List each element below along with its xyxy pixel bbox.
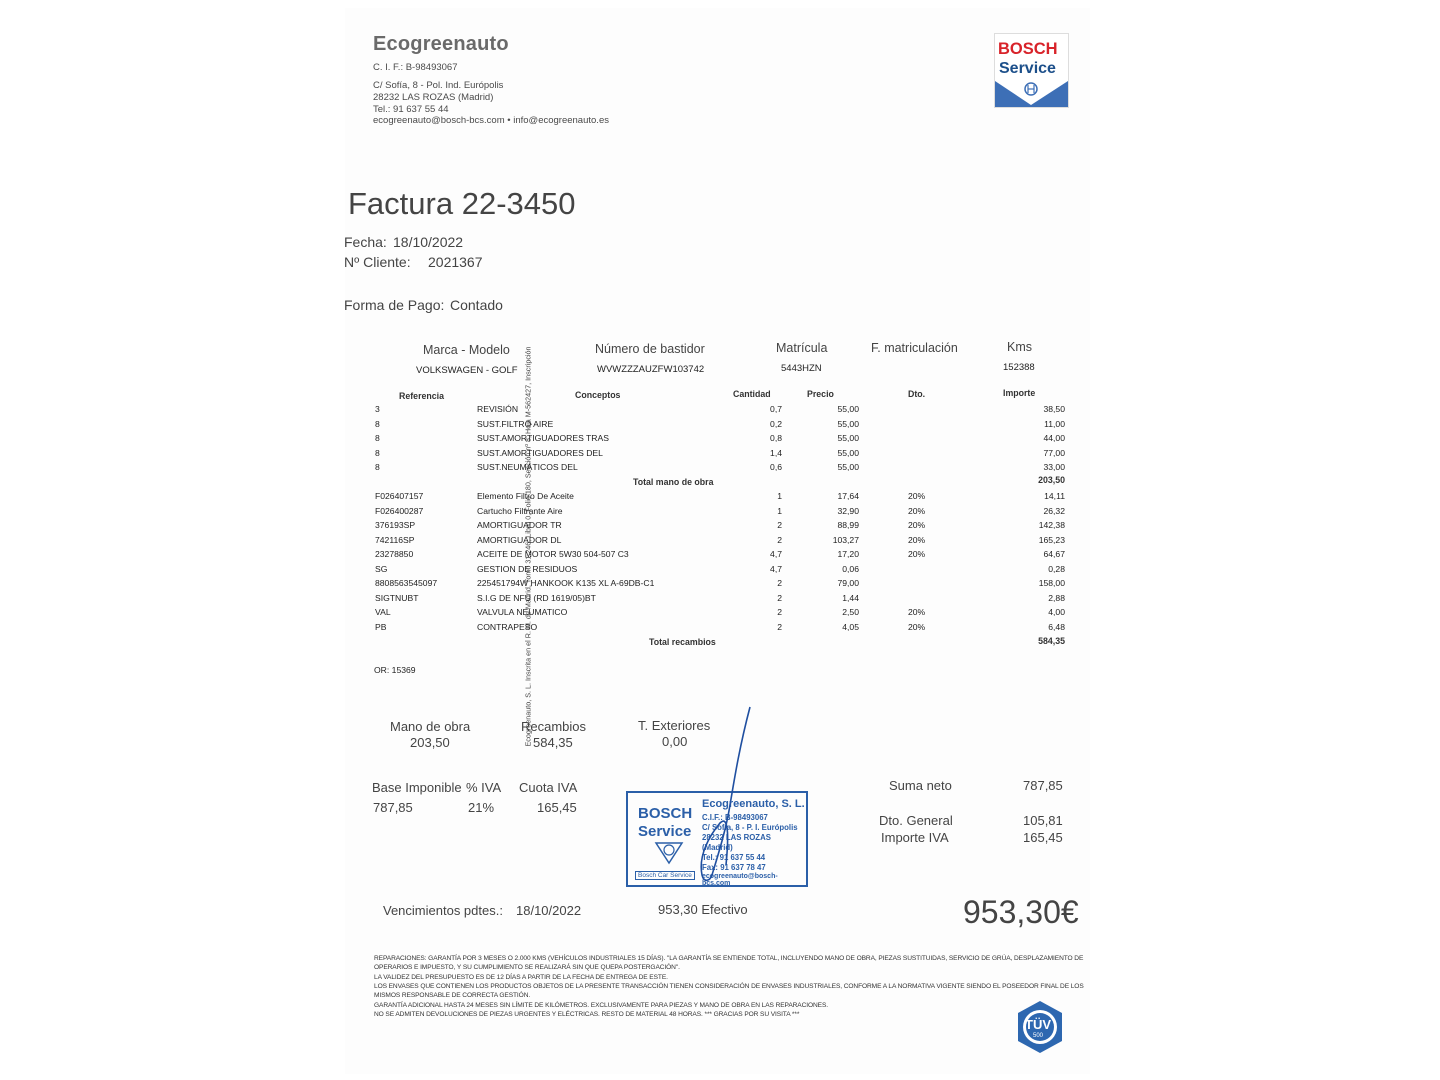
cell-amount: 0,28	[1048, 563, 1065, 574]
mano-obra-value: 203,50	[410, 735, 450, 750]
importe-iva-label: Importe IVA	[881, 830, 949, 845]
cell-price: 55,00	[837, 433, 859, 443]
company-address-line1: C/ Sofía, 8 - Pol. Ind. Európolis	[373, 80, 504, 91]
cell-concept: REVISIÓN	[477, 404, 519, 414]
base-imponible-value: 787,85	[373, 800, 413, 815]
cell-ref: SIGTNUBT	[375, 592, 419, 603]
cell-ref: 8	[375, 447, 380, 458]
cell-ref: 8808563545097	[375, 578, 438, 588]
cell-qty: 4,7	[770, 563, 782, 574]
cell-concept: SUST.AMORTIGUADORES DEL	[477, 447, 603, 458]
logo-band	[995, 81, 1068, 107]
company-emails: ecogreenauto@bosch-bcs.com • info@ecogreenauto.es	[373, 115, 609, 126]
pago-value: Contado	[450, 297, 503, 313]
bosch-armature-icon	[995, 81, 1068, 107]
cell-qty: 1,4	[770, 447, 782, 458]
legal-line: LA VALIDEZ DEL PRESUPUESTO ES DE 12 DÍAS A PARTIR DE LA FECHA DE ENTREGA DE ESTE.	[374, 973, 668, 981]
vehicle-vin: WVWZZZAUZFW103742	[597, 364, 705, 375]
cell-ref: 23278850	[375, 549, 414, 559]
cell-price: 55,00	[837, 447, 859, 458]
cell-qty: 0,7	[770, 404, 782, 414]
cell-qty: 2	[777, 534, 782, 545]
cell-discount: 20%	[908, 534, 926, 545]
exteriores-label: T. Exteriores	[638, 718, 711, 733]
col-importe: Importe	[1003, 388, 1036, 398]
vehicle-kms: 152388	[1003, 362, 1035, 373]
cell-concept: Elemento Filtro De Aceite	[477, 491, 574, 501]
dto-general-label: Dto. General	[879, 813, 953, 828]
cell-qty: 1	[777, 491, 782, 501]
stamp-line: Tel.: 91 637 55 44	[702, 853, 766, 862]
cell-ref: PB	[375, 621, 387, 632]
cell-price: 17,20	[837, 549, 859, 559]
pago-label: Forma de Pago:	[344, 297, 445, 313]
stamp-line: (Madrid)	[702, 843, 733, 852]
cell-concept: ACEITE DE MOTOR 5W30 504-507 C3	[477, 549, 629, 559]
cell-price: 55,00	[837, 462, 859, 472]
tuv-seal-label: TÜV	[1025, 1017, 1051, 1032]
parts-total-value: 584,35	[1038, 636, 1065, 646]
vehicle-header-plate: Matrícula	[776, 341, 828, 355]
cell-discount: 20%	[908, 520, 926, 530]
company-cif: C. I. F.: B-98493067	[373, 62, 458, 73]
cell-discount: 20%	[908, 549, 926, 559]
company-name: Ecogreenauto	[373, 33, 509, 55]
or-number: OR: 15369	[374, 665, 416, 675]
cell-qty: 2	[777, 621, 782, 632]
importe-iva-value: 165,45	[1023, 830, 1063, 845]
registry-side-text: Ecogreenauto, S. L. Inscrita en el R. M. de Madrid, Tomo 31.246, Libro 0, Folio 180, Sección nº 8, Hoja M-562427, Inscripción	[523, 346, 533, 747]
cell-concept: VALVULA NEUMATICO	[477, 607, 568, 617]
cuota-iva-value: 165,45	[537, 800, 577, 815]
cell-ref: 3	[375, 404, 380, 414]
cell-price: 79,00	[837, 578, 859, 588]
cell-amount: 38,50	[1043, 404, 1065, 414]
cell-qty: 2	[777, 607, 782, 617]
company-phone: Tel.: 91 637 55 44	[373, 104, 449, 115]
vehicle-header-kms: Kms	[1007, 340, 1032, 354]
cell-discount: 20%	[908, 607, 926, 617]
vencimientos-date: 18/10/2022	[516, 903, 582, 918]
col-dto: Dto.	[908, 389, 926, 399]
cell-ref: 742116SP	[375, 534, 415, 545]
vencimientos-label: Vencimientos pdtes.:	[383, 903, 503, 918]
cell-ref: 8	[375, 433, 380, 443]
company-address-line2: 28232 LAS ROZAS (Madrid)	[373, 92, 494, 103]
cell-concept: 225451794W HANKOOK K135 XL A-69DB-C1	[477, 578, 655, 588]
recambios-value: 584,35	[533, 735, 573, 750]
logo-line2: Service	[999, 60, 1056, 77]
stamp-line: 28232 LAS ROZAS	[702, 833, 771, 842]
cliente-value: 2021367	[428, 254, 483, 270]
cell-ref: SG	[375, 563, 388, 574]
stamp-line: ecogreenauto@bosch-bcs.com	[702, 873, 778, 887]
cell-concept: AMORTIGUADOR DL	[477, 534, 562, 545]
cell-amount: 2,88	[1048, 592, 1065, 603]
cell-ref: F026407157	[375, 491, 424, 501]
stamp-brand-line1: BOSCH	[638, 805, 693, 822]
cell-amount: 158,00	[1038, 578, 1065, 588]
cell-concept: SUST.NEUMÁTICOS DEL	[477, 462, 578, 472]
cell-concept: AMORTIGUADOR TR	[477, 520, 562, 530]
labor-total-value: 203,50	[1038, 475, 1065, 485]
cell-discount: 20%	[908, 491, 926, 501]
base-imponible-label: Base Imponible	[372, 780, 462, 795]
stamp-line: C/ Sofía, 8 - P. I. Európolis	[702, 823, 798, 832]
cuota-iva-label: Cuota IVA	[519, 780, 578, 795]
legal-line: NO SE ADMITEN DEVOLUCIONES DE PIEZAS URGENTES Y ELÉCTRICAS. RESTO DE MATERIAL 48 HORAS. *** GRACIAS POR SU VISITA ***	[374, 1010, 800, 1018]
cell-concept: GESTION DE RESIDUOS	[477, 563, 578, 574]
cell-amount: 26,32	[1043, 505, 1065, 516]
cell-price: 0,06	[842, 563, 859, 574]
parts-total-label: Total recambios	[649, 637, 716, 647]
vehicle-plate: 5443HZN	[781, 363, 822, 374]
cell-amount: 14,11	[1044, 491, 1065, 501]
cell-qty: 0,8	[770, 433, 782, 443]
legal-line: GARANTÍA ADICIONAL HASTA 24 MESES SIN LÍMITE DE KILÓMETROS. EXCLUSIVAMENTE PARA PIEZAS Y MANO DE OBRA EN LAS REPARACIONES.	[374, 1001, 829, 1009]
vehicle-header-reg-date: F. matriculación	[871, 341, 958, 355]
iva-pct-label: % IVA	[466, 780, 502, 795]
cell-ref: F026400287	[375, 505, 424, 516]
stamp-armature-icon	[654, 841, 684, 865]
vencimientos-amount: 953,30 Efectivo	[658, 902, 748, 917]
col-conceptos: Conceptos	[575, 390, 621, 400]
cell-ref: VAL	[375, 607, 391, 617]
cell-discount: 20%	[908, 621, 926, 632]
cell-price: 2,50	[842, 607, 859, 617]
stamp-line: Fax: 91 637 78 47	[702, 863, 766, 872]
invoice-title: Factura 22-3450	[348, 186, 576, 221]
cell-amount: 64,67	[1043, 549, 1065, 559]
cell-amount: 165,23	[1038, 534, 1065, 545]
cell-qty: 2	[777, 578, 782, 588]
cell-amount: 142,38	[1038, 520, 1065, 530]
mano-obra-label: Mano de obra	[390, 719, 471, 734]
cell-concept: SUST.FILTRO AIRE	[477, 418, 554, 429]
vehicle-header-model: Marca - Modelo	[423, 343, 510, 357]
cell-ref: 8	[375, 418, 380, 429]
cell-price: 55,00	[837, 418, 859, 429]
cell-qty: 1	[777, 505, 782, 516]
cell-qty: 4,7	[770, 549, 782, 559]
col-cantidad: Cantidad	[733, 389, 771, 399]
vehicle-header-vin: Número de bastidor	[595, 342, 705, 356]
cell-amount: 4,00	[1048, 607, 1065, 617]
cell-concept: Cartucho Filtrante Aire	[477, 505, 563, 516]
legal-line: OPERARIOS E IMPUESTO, Y SU CUMPLIMIENTO SE REALIZARÁ SIN QUE QUEPA POSTERGACIÓN".	[374, 964, 680, 972]
legal-line: MISMOS RESPONSABLE DE CORRECTA GESTIÓN.	[374, 992, 531, 1000]
recambios-label: Recambios	[521, 719, 587, 734]
stamp-brand-line2: Service	[638, 823, 692, 840]
col-precio: Precio	[807, 389, 834, 399]
dto-general-value: 105,81	[1023, 813, 1063, 828]
stamp-line: C.I.F.: B-98493067	[702, 813, 768, 822]
cliente-label: Nº Cliente:	[344, 254, 411, 270]
labor-total-label: Total mano de obra	[633, 477, 714, 487]
vehicle-model: VOLKSWAGEN - GOLF	[416, 365, 518, 376]
cell-qty: 2	[777, 592, 782, 603]
cell-amount: 77,00	[1043, 447, 1065, 458]
iva-pct-value: 21%	[468, 800, 495, 815]
legal-line: REPARACIONES: GARANTÍA POR 3 MESES O 2.000 KMS (VEHÍCULOS INDUSTRIALES 15 DÍAS). "LA GARANTÍA SE ENTIENDE TOTAL, INCLUYENDO MANO DE OBRA, PIEZAS SUSTITUIDAS, SERVICIO DE GRÚA, DESPLAZAMIENTO DE	[374, 955, 1084, 962]
exteriores-value: 0,00	[662, 734, 688, 749]
cell-amount: 44,00	[1043, 433, 1065, 443]
logo-line1: BOSCH	[998, 40, 1058, 58]
cell-concept: S.I.G DE NFU (RD 1619/05)BT	[477, 592, 596, 603]
cell-price: 32,90	[837, 505, 859, 516]
cell-price: 17,64	[837, 491, 859, 501]
stamp-title: Ecogreenauto, S. L.	[702, 798, 805, 810]
legal-line: LOS ENVASES QUE CONTIENEN LOS PRODUCTOS OBJETOS DE LA PRESENTE TRANSACCIÓN TIENEN CONSIDERACIÓN DE ENVASES INDUSTRIALES, CONFORME A LA NORMATIVA VIGENTE SIENDO EL POSEEDOR FINAL DE LOS	[374, 982, 1084, 990]
cell-price: 103,27	[832, 534, 859, 545]
bosch-service-logo	[994, 33, 1069, 108]
suma-neto-value: 787,85	[1023, 778, 1063, 793]
cell-amount: 6,48	[1048, 621, 1065, 632]
cell-price: 55,00	[837, 404, 859, 414]
fecha-value: 18/10/2022	[393, 234, 464, 250]
stamp-footer: Bosch Car Service	[635, 871, 695, 880]
cell-concept: CONTRAPESO	[477, 621, 538, 632]
cell-qty: 0,2	[770, 418, 782, 429]
cell-price: 88,99	[837, 520, 859, 530]
cell-qty: 0,6	[770, 462, 782, 472]
cell-ref: 376193SP	[375, 520, 416, 530]
cell-concept: SUST.AMORTIGUADORES TRAS	[477, 433, 609, 443]
cell-discount: 20%	[908, 505, 926, 516]
cell-amount: 11,00	[1044, 418, 1065, 429]
cell-ref: 8	[375, 462, 380, 472]
cell-qty: 2	[777, 520, 782, 530]
cell-amount: 33,00	[1043, 462, 1065, 472]
invoice-total: 953,30€	[963, 894, 1079, 930]
suma-neto-label: Suma neto	[889, 778, 952, 793]
tuv-seal-sub: 500	[1033, 1033, 1044, 1039]
signature-icon	[690, 705, 770, 885]
col-referencia: Referencia	[399, 391, 444, 401]
cell-price: 4,05	[842, 621, 859, 632]
cell-price: 1,44	[842, 592, 859, 603]
fecha-label: Fecha:	[344, 234, 387, 250]
